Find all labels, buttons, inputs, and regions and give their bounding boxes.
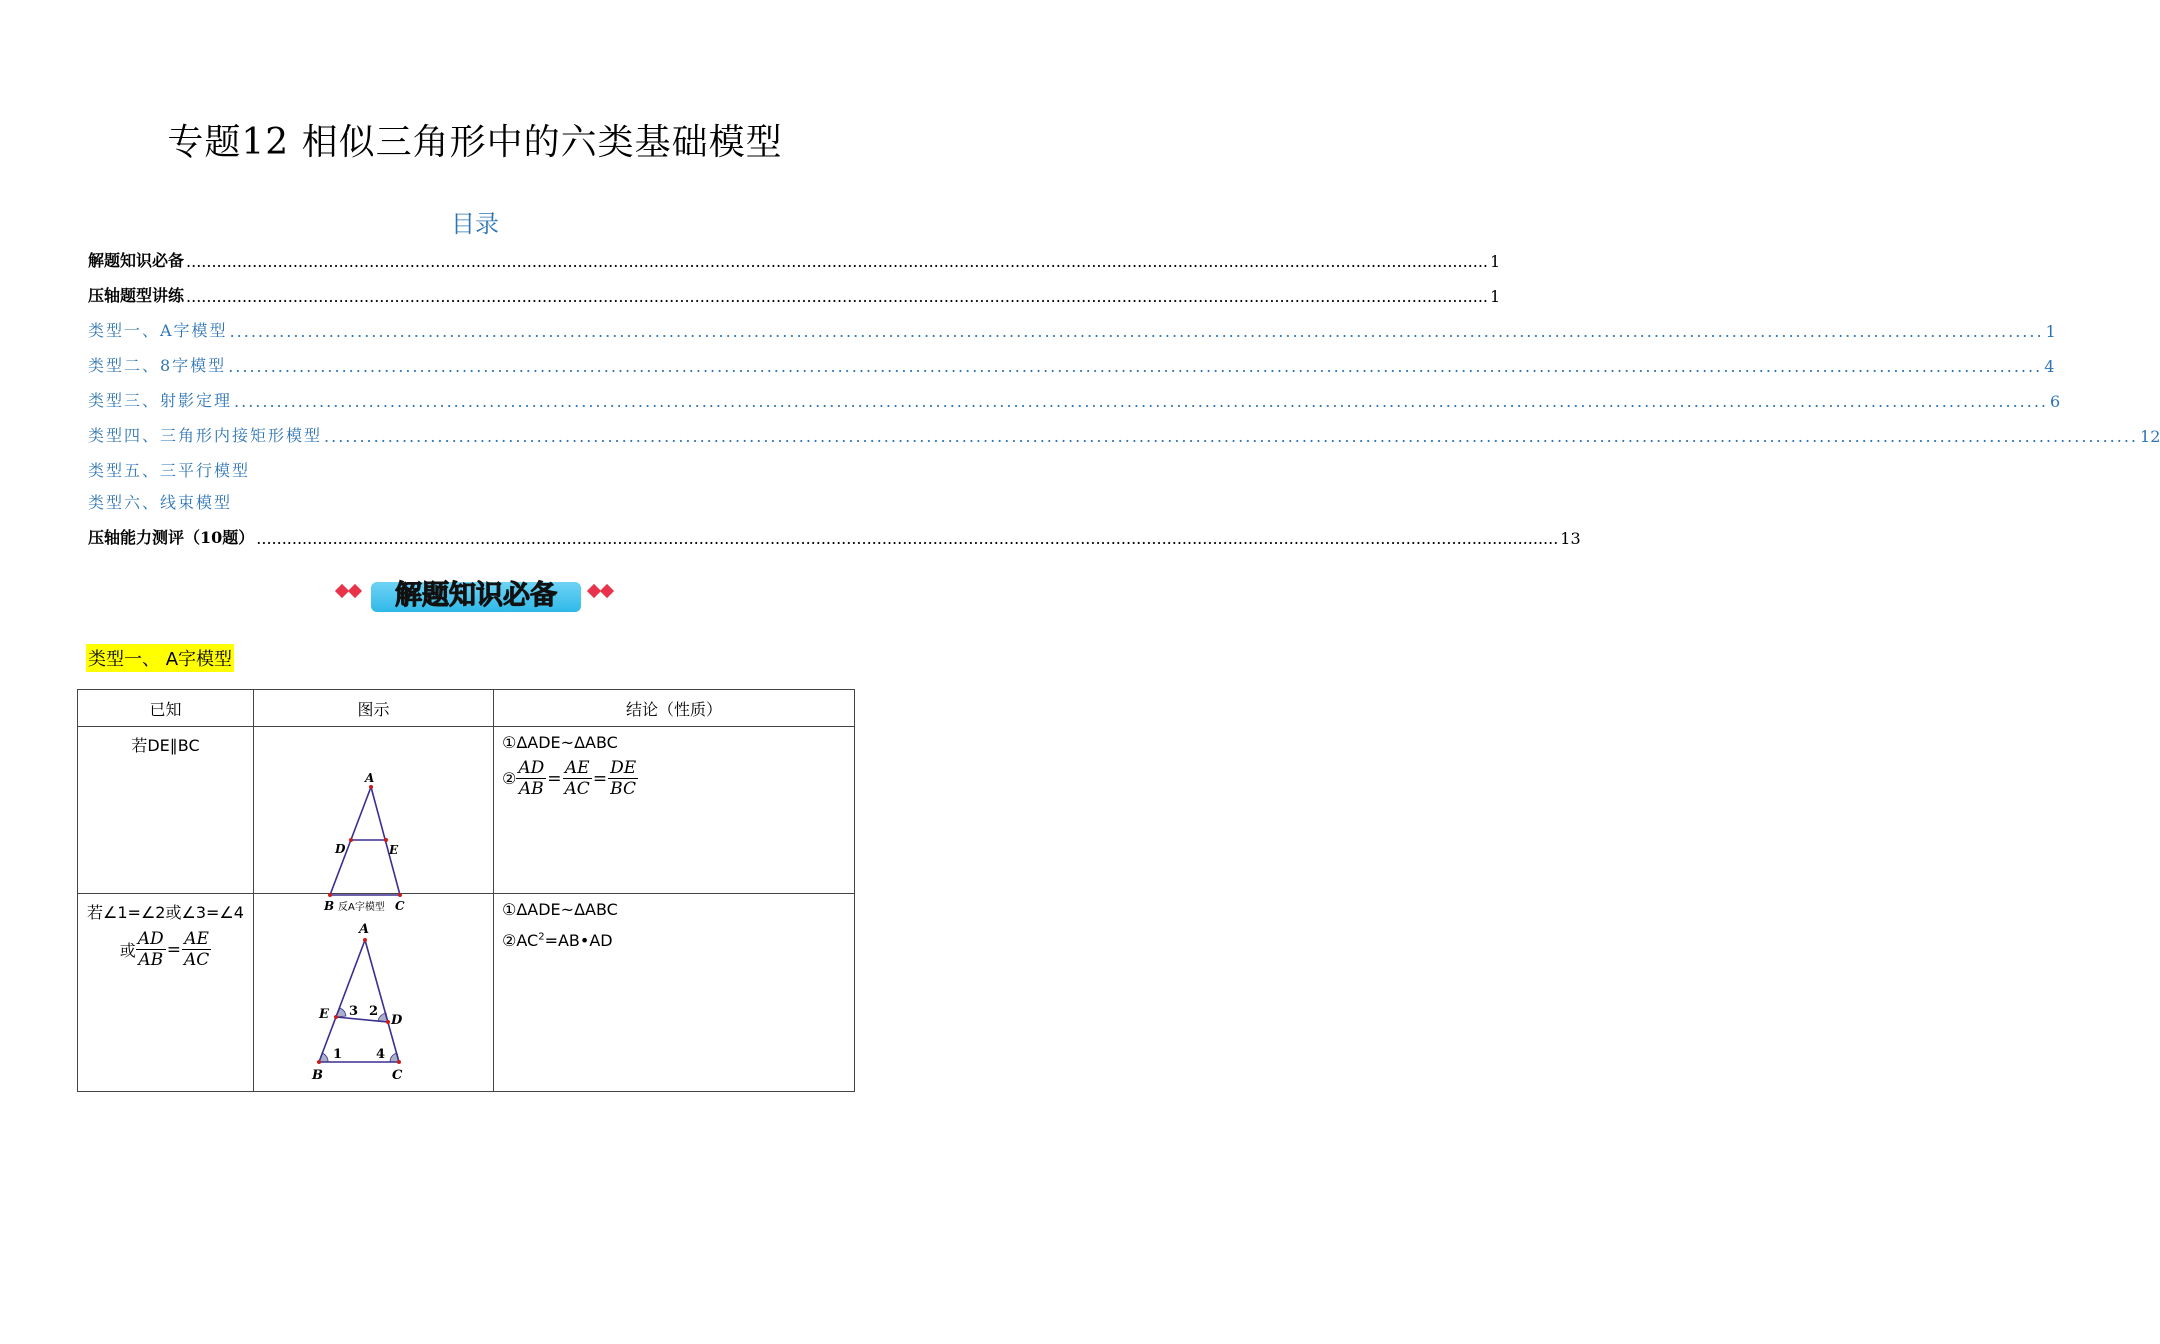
toc-entry[interactable]: 压轴题型讲练 ..... 1	[88, 271, 748, 306]
diamond-icon	[600, 584, 614, 598]
toc-entry[interactable]: 类型二、8字模型 ..... 4	[88, 341, 748, 376]
point-d	[386, 1020, 390, 1024]
point-d	[349, 838, 353, 842]
reverse-a-model-figure	[254, 894, 492, 1087]
toc-entry[interactable]: 类型五、三平行模型	[88, 461, 251, 480]
toc-entry[interactable]: 解题知识必备 ..... 1	[88, 236, 748, 271]
segment-ab	[319, 940, 365, 1062]
model-table	[77, 689, 855, 1092]
toc-entry[interactable]: 类型六、线束模型	[88, 493, 233, 512]
fraction: $\frac{AE}{AC}$	[564, 758, 590, 799]
row2-conclusion: ①ΔADE~ΔABC $②AC^2=AB•AD$	[494, 894, 855, 1092]
point-a	[369, 785, 373, 789]
diamond-icon	[348, 584, 362, 598]
toc-entry[interactable]: 类型三、射影定理 ..... 6	[88, 376, 748, 411]
angle-label-3: 3	[349, 1004, 359, 1019]
header-conclusion: 结论（性质）	[494, 690, 855, 727]
document-title: 专题12 相似三角形中的六类基础模型	[167, 122, 783, 163]
toc-entry[interactable]: 类型四、三角形内接矩形模型 ..... 12	[88, 411, 748, 446]
label-b: B	[324, 899, 335, 913]
point-a	[363, 938, 367, 942]
label-a: A	[359, 922, 370, 937]
fraction: $\frac{AE}{AC}$	[183, 929, 210, 970]
point-c	[397, 1060, 401, 1064]
table-of-contents	[88, 236, 2160, 548]
angle-label-4: 4	[376, 1047, 386, 1062]
point-e	[334, 1015, 338, 1019]
table-header-row	[78, 690, 855, 727]
label-e: E	[389, 843, 399, 857]
section-banner	[335, 572, 625, 620]
label-e: E	[319, 1007, 329, 1022]
label-d: D	[335, 842, 346, 856]
label-c: C	[392, 1068, 403, 1083]
label-d: D	[391, 1013, 403, 1028]
point-b	[317, 1060, 321, 1064]
row1-condition: 若DE∥BC	[78, 727, 254, 894]
fraction: $\frac{DE}{BC}$	[610, 758, 637, 799]
header-figure: 图示	[254, 690, 494, 727]
banner-text: 解题知识必备	[395, 580, 557, 611]
table-row	[78, 727, 855, 894]
toc-entry[interactable]: 类型一、A字模型 ..... 1	[88, 306, 748, 341]
row1-conclusion: ①ΔADE~ΔABC ② $\frac{AD}{AB}$ = $\frac{AE}{AC}$ = $\frac{DE}{BC}$	[494, 727, 855, 894]
label-c: C	[395, 899, 405, 913]
toc-heading: 目录	[451, 210, 499, 238]
header-known: 已知	[78, 690, 254, 727]
fraction: $\frac{AD}{AB}$	[137, 929, 164, 970]
section-heading: 类型一、 A字模型	[86, 644, 234, 672]
segment-ac	[365, 940, 399, 1062]
row2-figure-cell	[254, 894, 494, 1092]
angle-label-2: 2	[369, 1004, 379, 1019]
angle-label-1: 1	[333, 1047, 343, 1062]
label-b: B	[312, 1068, 323, 1083]
fraction: $\frac{AD}{AB}$	[518, 758, 545, 799]
figure-caption: 反A字模型	[338, 902, 385, 913]
table-row	[78, 894, 855, 1092]
point-e	[384, 838, 388, 842]
label-a: A	[365, 771, 375, 785]
toc-entry[interactable]: 压轴能力测评（10题） ..... 13	[88, 513, 748, 548]
row2-condition: 若∠1=∠2或∠3=∠4 或 $\frac{AD}{AB}$ = $\frac{AE}{AC}$	[78, 894, 254, 1092]
